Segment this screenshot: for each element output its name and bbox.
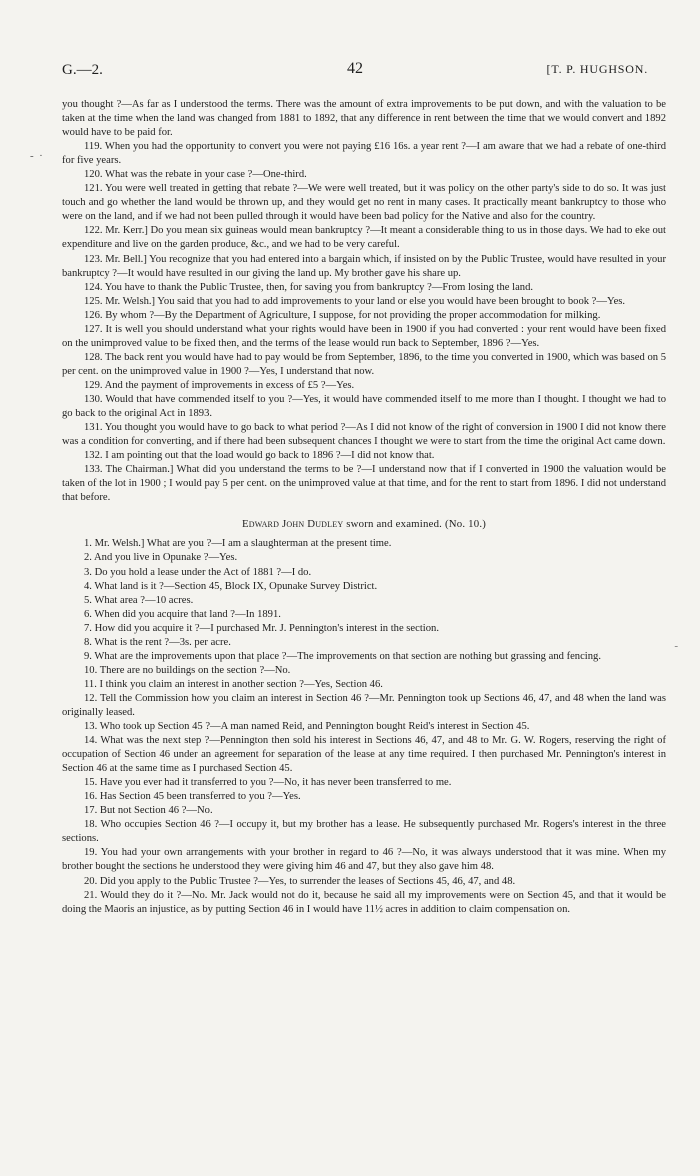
- question-answer-paragraph: 124. You have to thank the Public Trustee, then, for saving you from bankruptcy ?—From losing the land.: [84, 281, 534, 293]
- question-answer-paragraph: 4. What land is it ?—Section 45, Block IX, Opunake Survey District.: [84, 580, 378, 592]
- question-answer-paragraph: 120. What was the rebate in your case ?—One-third.: [84, 169, 307, 181]
- question-answer-paragraph: 128. The back rent you would have had to pay would be from September, 1896, to the time you converted in 1900, which was based on 5 per cent. on the unimproved value in 1900 ?—Yes, I understand that now.: [62, 351, 666, 377]
- witness-running-head: [T. P. HUGHSON.: [546, 62, 648, 76]
- question-answer-paragraph: 133. The Chairman.] What did you understand the terms to be ?—I understand now that if I converted in 1900 the valuation would be taken of the lot in 1900 ; I would pay 5 per cent. on the unimproved value at that time, and for the rent to start from 1896. I did not understand that before.: [62, 464, 666, 504]
- question-answer-paragraph: 3. Do you hold a lease under the Act of 1881 ?—I do.: [84, 566, 312, 578]
- question-answer-paragraph: 8. What is the rent ?—3s. per acre.: [84, 636, 231, 648]
- question-answer-paragraph: 18. Who occupies Section 46 ?—I occupy it, but my brother has a lease. He subsequently purchased Mr. Rogers's interest in the three sections.: [62, 819, 666, 845]
- question-answer-paragraph: 5. What area ?—10 acres.: [84, 594, 194, 606]
- question-answer-paragraph: 9. What are the improvements upon that place ?—The improvements on that section are nothing but grassing and fencing.: [84, 650, 601, 662]
- question-answer-paragraph: 119. When you had the opportunity to convert you were not paying £16 16s. a year rent ?—I am aware that we had a rebate of one-third for five years.: [62, 141, 666, 167]
- question-answer-paragraph: 20. Did you apply to the Public Trustee ?—Yes, to surrender the leases of Sections 45, 46, 47, and 48.: [84, 875, 516, 887]
- question-answer-paragraph: 13. Who took up Section 45 ?—A man named Reid, and Pennington bought Reid's interest in Section 45.: [84, 721, 530, 733]
- question-answer-paragraph: you thought ?—As far as I understood the terms. There was the amount of extra improvements to be put down, and with the valuation to be taken at the time when the land was changed from 1881 to 1892, that any difference in rent between the time that we would convert and 1892 would have to be paid for.: [62, 99, 666, 139]
- question-answer-paragraph: 12. Tell the Commission how you claim an interest in Section 46 ?—Mr. Pennington took up Sections 46, 47, and 48 when the land was originally leased.: [62, 692, 666, 718]
- question-answer-paragraph: 130. Would that have commended itself to you ?—Yes, it would have commended itself to me more than I thought. I thought we had to go back to the original Act in 1893.: [62, 393, 666, 420]
- margin-mark: -: [674, 640, 678, 652]
- question-answer-paragraph: 122. Mr. Kerr.] Do you mean six guineas would mean bankruptcy ?—It meant a considerable thing to us in those days. We had to eke out expenditure and live on the garden produce, &c., and we had to be very careful.: [62, 225, 666, 251]
- witness-name: Edward John Dudley: [241, 518, 344, 531]
- page-number: 42: [347, 60, 363, 77]
- evidence-block-dudley: [62, 537, 666, 916]
- page-header: [62, 60, 648, 82]
- question-answer-paragraph: 11. I think you claim an interest in another section ?—Yes, Section 46.: [84, 678, 383, 690]
- witness-heading: [62, 517, 666, 531]
- question-answer-paragraph: 125. Mr. Welsh.] You said that you had to add improvements to your land or else you would have been brought to book ?—Yes.: [84, 295, 626, 307]
- margin-mark: - ·: [30, 150, 43, 162]
- question-answer-paragraph: 2. And you live in Opunake ?—Yes.: [84, 552, 238, 564]
- question-answer-paragraph: 1. Mr. Welsh.] What are you ?—I am a slaughterman at the present time.: [84, 538, 392, 550]
- question-answer-paragraph: 21. Would they do it ?—No. Mr. Jack would not do it, because he said all my improvements were on Section 45, and that it would be doing the Maoris an injustice, as by putting Section 46 in I would have 11½ acres in addition to claim compensation on.: [62, 889, 666, 915]
- question-answer-paragraph: 15. Have you ever had it transferred to you ?—No, it has never been transferred to me.: [84, 777, 452, 789]
- document-body: [62, 98, 666, 917]
- question-answer-paragraph: 6. When did you acquire that land ?—In 1891.: [84, 608, 281, 620]
- question-answer-paragraph: 7. How did you acquire it ?—I purchased Mr. J. Pennington's interest in the section.: [84, 622, 439, 634]
- question-answer-paragraph: 131. You thought you would have to go back to what period ?—As I did not know of the right of conversion in 1900 I did not know there was a condition for converting, and if there had been subsequent chances I thought we were to start from the time the original Act came down.: [62, 422, 666, 448]
- question-answer-paragraph: 17. But not Section 46 ?—No.: [84, 805, 213, 817]
- question-answer-paragraph: 19. You had your own arrangements with your brother in regard to 46 ?—No, it was always understood that it was mine. When my brother bought the sections he understood they were giving him 46 and 47, but they also gave him 48.: [62, 847, 666, 873]
- question-answer-paragraph: 121. You were well treated in getting that rebate ?—We were well treated, but it was policy on the other party's side to do so. It was just touch and go whether the land would be thrown up, and they would get no rent in many cases. It practically meant bankruptcy to those who were on the land, and if we had not been pulled through it would have been bad policy for the Native and also for the country.: [62, 183, 666, 223]
- question-answer-paragraph: 127. It is well you should understand what your rights would have been in 1900 if you had converted : your rent would have been fixed on the unimproved value to be fixed then, and the terms of the lease would run back to September, 1896 ?—Yes.: [62, 323, 666, 349]
- question-answer-paragraph: 126. By whom ?—By the Department of Agriculture, I suppose, for not providing the proper accommodation for milking.: [84, 309, 601, 321]
- question-answer-paragraph: 16. Has Section 45 been transferred to you ?—Yes.: [84, 791, 301, 803]
- question-answer-paragraph: 10. There are no buildings on the section ?—No.: [84, 664, 291, 676]
- report-code: G.—2.: [62, 62, 103, 78]
- witness-heading-rest: sworn and examined. (No. 10.): [346, 518, 487, 531]
- question-answer-paragraph: 129. And the payment of improvements in excess of £5 ?—Yes.: [84, 379, 355, 391]
- question-answer-paragraph: 132. I am pointing out that the load would go back to 1896 ?—I did not know that.: [84, 450, 435, 462]
- evidence-block-hughson: [62, 98, 666, 505]
- question-answer-paragraph: 14. What was the next step ?—Pennington then sold his interest in Sections 46, 47, and 48 to Mr. G. W. Rogers, reserving the right of occupation of Section 46 under an agreement for separation of the lease at any time required. I then purchased Mr. Pennington's interest in Section 46 at the same time as I purchased Section 45.: [62, 735, 666, 775]
- question-answer-paragraph: 123. Mr. Bell.] You recognize that you had entered into a bargain which, if insisted on by the Public Trustee, would have resulted in your bankruptcy ?—It would have resulted in our giving the land up. My brother gave his share up.: [62, 253, 666, 279]
